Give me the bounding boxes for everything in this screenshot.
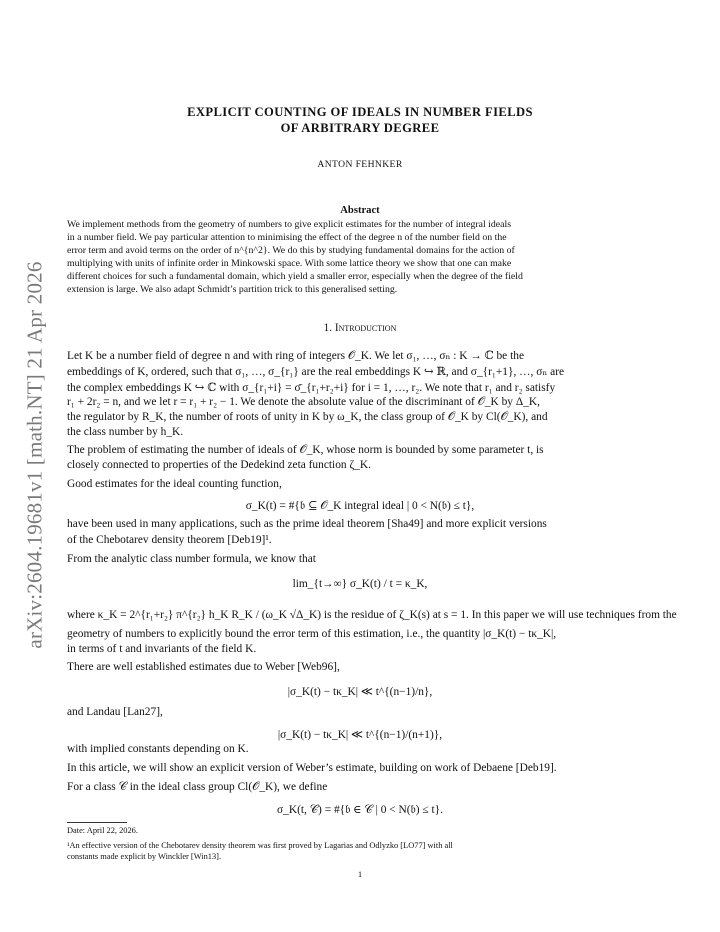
body-line: closely connected to properties of the Dedekind zeta function ζ_K. [67,459,371,471]
body-line: From the analytic class number formula, we know that [67,553,316,565]
body-line: and Landau [Lan27], [67,706,163,718]
body-line: geometry of numbers to explicitly bound the error term of this estimation, i.e., the quantity |σ_K(t) − tκ_K|, [67,628,557,640]
equation-weber: |σ_K(t) − tκ_K| ≪ t^{(n−1)/n}, [287,686,433,698]
title-line-1: EXPLICIT COUNTING OF IDEALS IN NUMBER FIELDS [187,105,533,119]
abstract-heading: Abstract [340,205,380,216]
section-title: Introduction [334,322,397,334]
footnote-1-line-2: constants made explicit by Winckler [Win13]. [67,852,222,861]
body-line: the complex embeddings K ↪ ℂ with σ_{r₁+i} = σ̄_{r₁+r₂+i} for i = 1, …, r₂. We note that r₁ and r₂ satisfy [67,382,556,394]
body-line: In this article, we will show an explicit version of Weber’s estimate, building on work of Debaene [Deb19]. [67,762,557,774]
abstract-line: extension is large. We also adapt Schmidt’s partition trick to this generalised setting. [67,283,398,295]
body-line: the regulator by R_K, the number of roots of unity in K by ω_K, the class group of 𝒪_K by Cl(𝒪_K), and [67,411,548,423]
section-number: 1. [323,322,333,334]
page-number: 1 [357,869,363,879]
body-line: For a class 𝒞 in the ideal class group Cl(𝒪_K), we define [67,781,328,793]
body-line: where κ_K = 2^{r₁+r₂} π^{r₂} h_K R_K / (ω_K √Δ_K) is the residue of ζ_K(s) at s = 1. In this paper we will use techniques from the [67,609,677,621]
abstract-line: in a number field. We pay particular attention to minimising the effect of the degree n of the number field on the [67,231,507,243]
body-line: embeddings of K, ordered, such that σ₁, …, σ_{r₁} are the real embeddings K ↪ ℝ, and σ_{r₁+1}, …, σₙ are [67,366,565,378]
body-line: have been used in many applications, such as the prime ideal theorem [Sha49] and more explicit versions [67,518,547,530]
body-line: There are well established estimates due to Weber [Web96], [67,661,340,673]
arxiv-identifier [22,245,48,665]
paper-title [90,104,630,136]
body-line: Let K be a number field of degree n and with ring of integers 𝒪_K. We let σ₁, …, σₙ : K → ℂ be the [67,350,524,362]
arxiv-identifier-text: arXiv:2604.19681v1 [math.NT] 21 Apr 2026 [22,261,47,649]
author-name: ANTON FEHNKER [317,159,403,170]
footnote-1-line-1: ¹An effective version of the Chebotarev density theorem was first proved by Lagarias and Odlyzko [LO77] with all [67,841,453,850]
body-line: The problem of estimating the number of ideals of 𝒪_K, whose norm is bounded by some parameter t, is [67,444,544,456]
body-line: with implied constants depending on K. [67,743,249,755]
abstract-line: multiplying with units of infinite order in Minkowski space. With some lattice theory we show that one can make [67,257,512,269]
body-line: r₁ + 2r₂ = n, and we let r = r₁ + r₂ − 1. We denote the absolute value of the discriminant of 𝒪_K by Δ_K, [67,396,540,408]
equation-landau: |σ_K(t) − tκ_K| ≪ t^{(n−1)/(n+1)}, [277,729,443,741]
body-line: the class number by h_K. [67,426,184,438]
title-line-2: OF ARBITRARY DEGREE [280,121,440,135]
abstract-line: error term and avoid terms on the order of n^{n^2}. We do this by studying fundamental domains for the action of [67,244,515,256]
abstract-line: We implement methods from the geometry of numbers to give explicit estimates for the number of integral ideals [67,219,512,230]
body-line: in terms of t and invariants of the field K. [67,643,257,655]
body-line: Good estimates for the ideal counting function, [67,478,282,490]
equation-limit: lim_{t→∞} σ_K(t) / t = κ_K, [292,578,428,590]
footnote-divider [67,822,127,823]
abstract-line: different choices for such a fundamental domain, which yield a smaller error, especially when the degree of the field [67,270,523,282]
section-heading [90,322,630,334]
body-line: of the Chebotarev density theorem [Deb19]¹. [67,534,272,546]
abstract-body [67,219,653,296]
equation-counting-function: σ_K(t) = #{𝔟 ⊆ 𝒪_K integral ideal | 0 < N(𝔟) ≤ t}, [245,500,475,512]
equation-class-count: σ_K(t, 𝒞) = #{𝔟 ∈ 𝒞 | 0 < N(𝔟) ≤ t}. [277,804,443,816]
footnote-date: Date: April 22, 2026. [67,826,138,835]
